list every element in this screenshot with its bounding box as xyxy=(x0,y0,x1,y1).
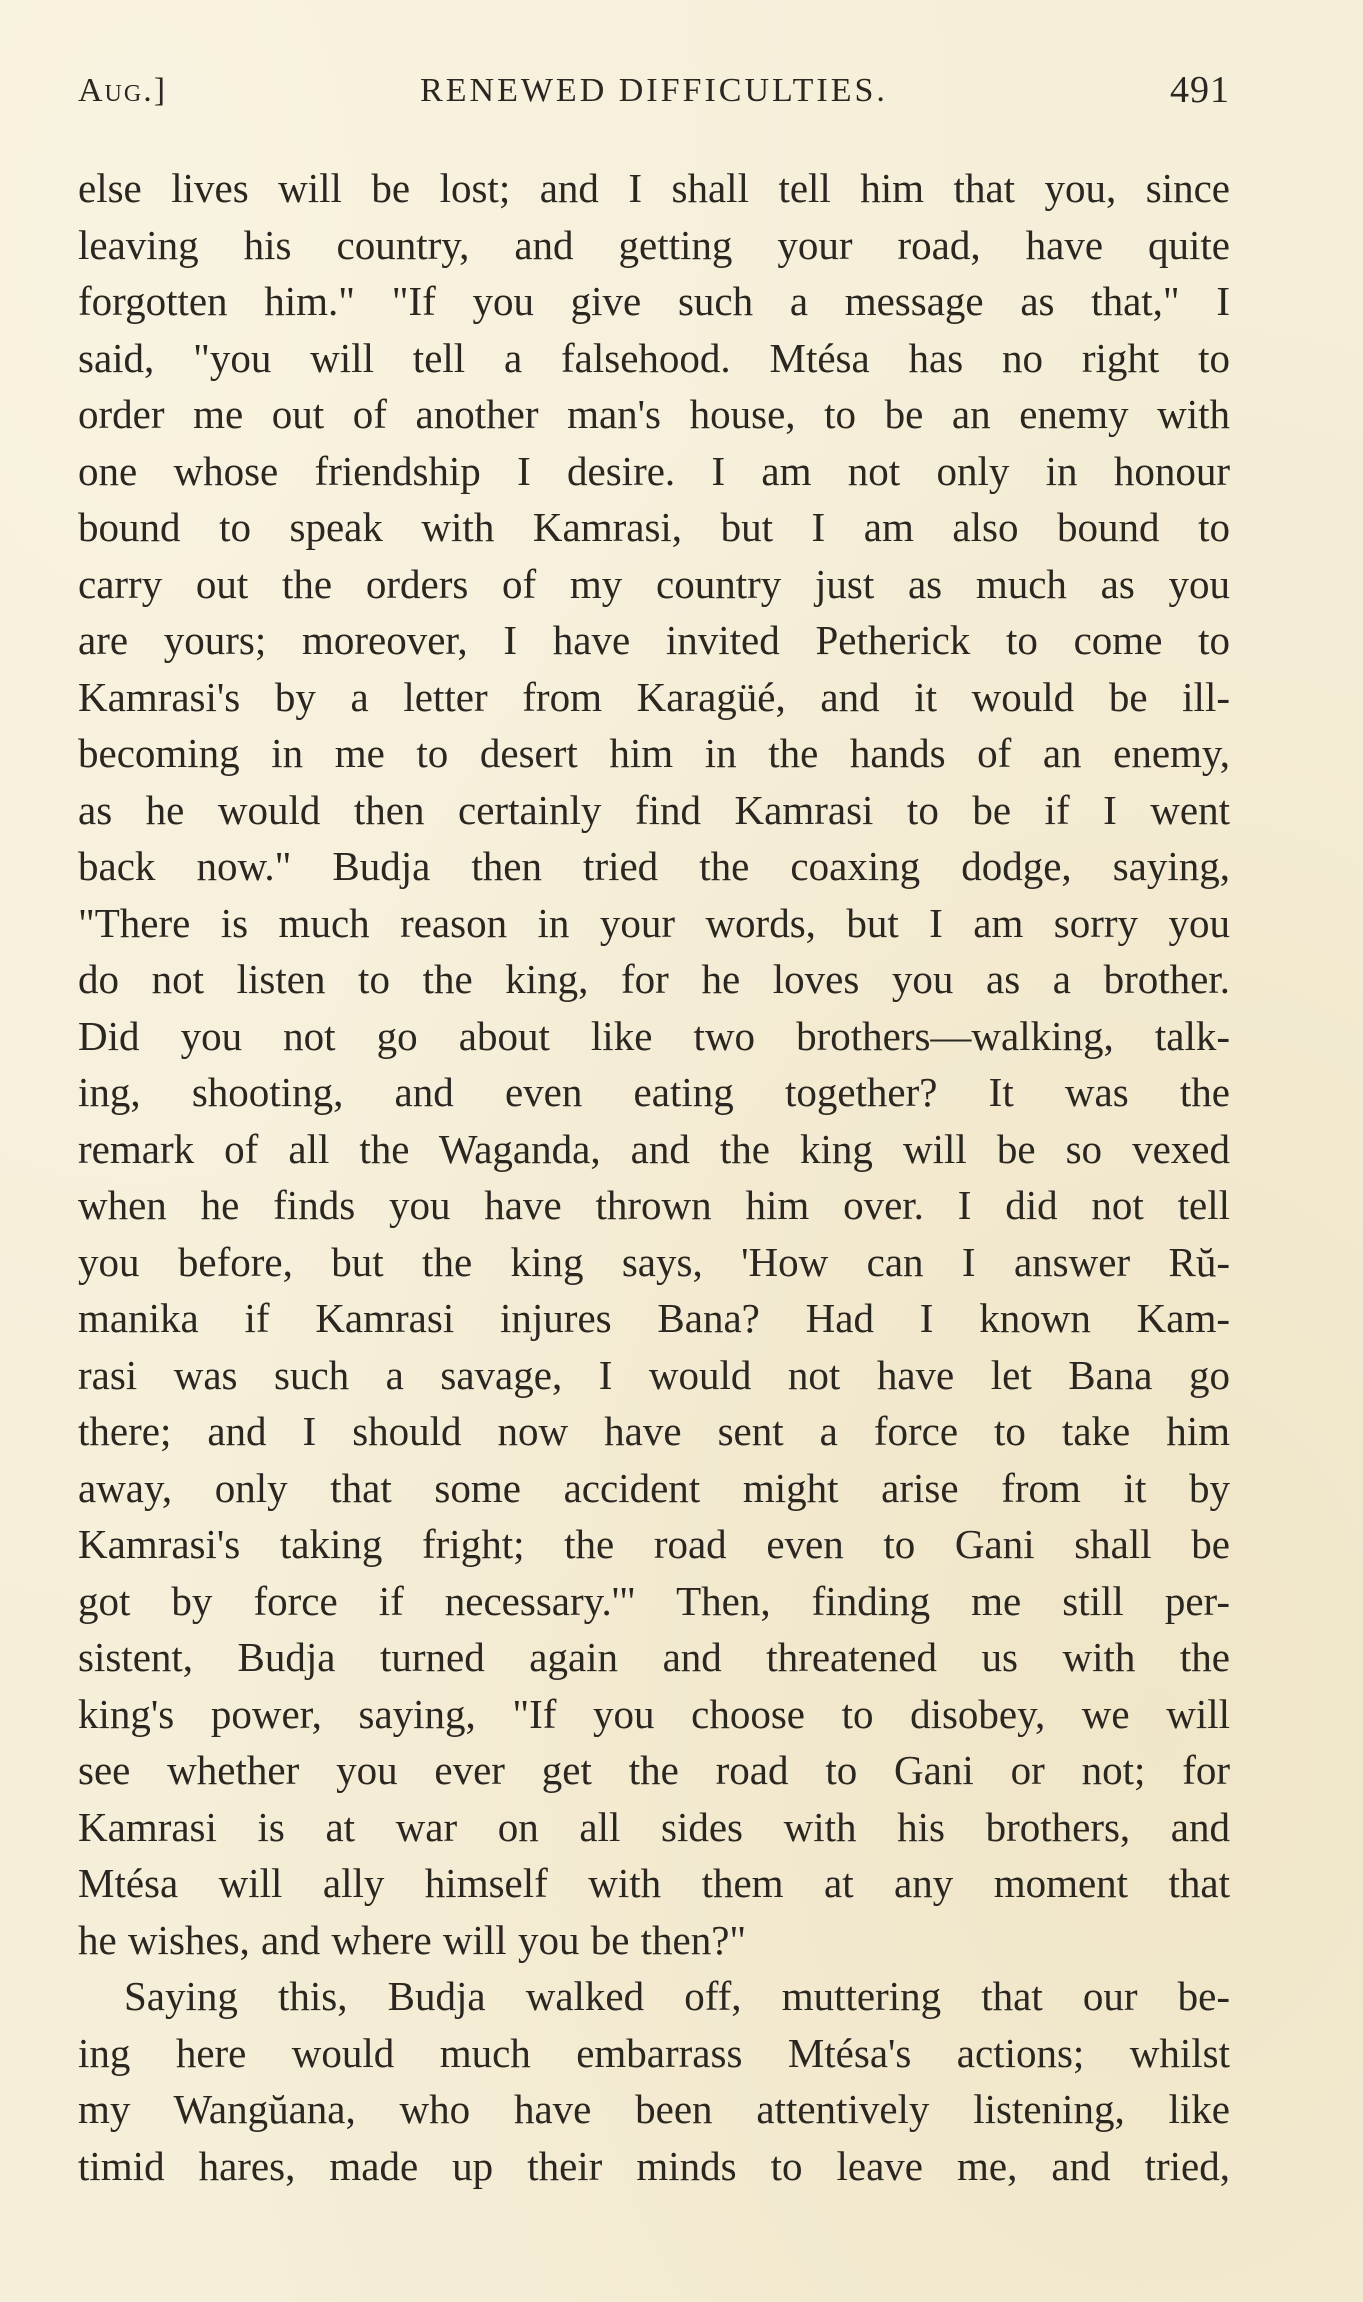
text-line: "There is much reason in your words, but I am sorry you xyxy=(78,899,1230,946)
text-line: else lives will be lost; and I shall tell him that you, since xyxy=(78,165,1230,211)
text-line: see whether you ever get the road to Gani or not; for xyxy=(78,1747,1230,1793)
text-line: forgotten him." "If you give such a message as that," I xyxy=(78,278,1230,324)
text-line: one whose friendship I desire. I am not only in honour xyxy=(78,447,1230,494)
text-line: bound to speak with Kamrasi, but I am also bound to xyxy=(78,504,1230,550)
text-line: remark of all the Waganda, and the king will be so vexed xyxy=(78,1125,1230,1172)
text-line: my Wangŭana, who have been attentively listening, like xyxy=(78,2086,1230,2132)
text-line: ing, shooting, and even eating together? It was the xyxy=(78,1069,1230,1115)
text-line: away, only that some accident might arise from it by xyxy=(78,1464,1230,1511)
text-line: leaving his country, and getting your road, have quite xyxy=(78,221,1230,268)
paragraph-end-line: he wishes, and where will you be then?" xyxy=(78,1916,747,1963)
running-head-month: Aug.] xyxy=(78,72,168,109)
text-line: order me out of another man's house, to be an enemy with xyxy=(78,391,1230,437)
text-line: do not listen to the king, for he loves you as a brother. xyxy=(78,956,1230,1002)
page-number: 491 xyxy=(1170,69,1230,111)
text-line: Mtésa will ally himself with them at any moment that xyxy=(78,1860,1230,1906)
text-line: as he would then certainly find Kamrasi to be if I went xyxy=(78,786,1230,833)
text-line: rasi was such a savage, I would not have let Bana go xyxy=(78,1351,1230,1398)
paragraph-start-line: Saying this, Budja walked off, muttering that our be- xyxy=(124,1973,1230,2019)
body-text xyxy=(78,160,1230,2194)
running-head xyxy=(78,64,1230,120)
text-line: king's power, saying, "If you choose to disobey, we will xyxy=(78,1690,1230,1737)
text-line: Did you not go about like two brothers—walking, talk- xyxy=(78,1012,1230,1059)
text-line: back now." Budja then tried the coaxing dodge, saying, xyxy=(78,843,1230,889)
text-line: carry out the orders of my country just as much as you xyxy=(78,560,1230,607)
text-line: timid hares, made up their minds to leave me, and tried, xyxy=(78,2142,1230,2189)
text-line: there; and I should now have sent a force to take him xyxy=(78,1408,1230,1454)
text-line: Kamrasi's by a letter from Karagüé, and it would be ill- xyxy=(78,673,1230,720)
text-line: Kamrasi is at war on all sides with his brothers, and xyxy=(78,1803,1230,1850)
text-line: you before, but the king says, 'How can I answer Rŭ- xyxy=(78,1238,1230,1285)
text-line: are yours; moreover, I have invited Petherick to come to xyxy=(78,617,1230,663)
text-line: manika if Kamrasi injures Bana? Had I known Kam- xyxy=(78,1295,1230,1341)
text-line: ing here would much embarrass Mtésa's actions; whilst xyxy=(78,2029,1230,2076)
text-line: becoming in me to desert him in the hands of an enemy, xyxy=(78,730,1230,776)
text-line: Kamrasi's taking fright; the road even to Gani shall be xyxy=(78,1521,1230,1567)
text-line: sistent, Budja turned again and threatened us with the xyxy=(78,1634,1230,1680)
text-line: got by force if necessary.'" Then, finding me still per- xyxy=(78,1577,1230,1624)
running-head-title: RENEWED DIFFICULTIES. xyxy=(420,72,888,109)
text-line: said, "you will tell a falsehood. Mtésa has no right to xyxy=(78,334,1230,381)
text-line: when he finds you have thrown him over. I did not tell xyxy=(78,1182,1230,1228)
